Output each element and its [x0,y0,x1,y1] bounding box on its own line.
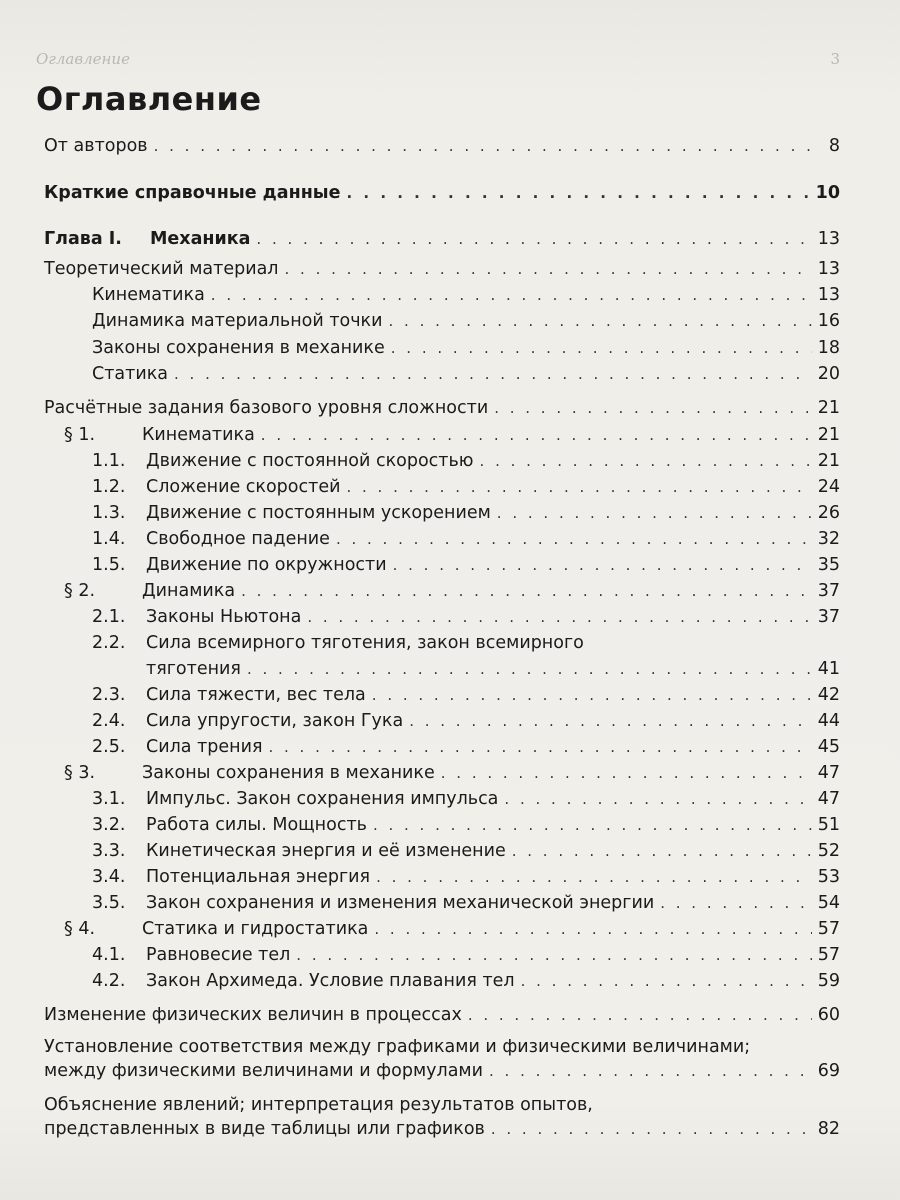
toc-subsection[interactable] [92,892,840,914]
toc-subsection[interactable] [92,840,840,862]
toc-entry-page: 47 [817,789,840,809]
dot-leader [512,840,812,862]
toc-entry-title: Изменение физических величин в процессах [44,1005,462,1025]
toc-entry-page: 53 [817,867,840,887]
subsection-title: Сила трения [146,737,263,757]
toc-entry-title-continued: между физическими величинами и формулами [44,1061,483,1081]
section-number: § 4. [64,919,96,939]
subsection-number: 1.2. [92,477,126,497]
toc-entry-page: 10 [815,183,840,203]
dot-leader [241,580,812,602]
dot-leader [174,363,812,385]
dot-leader [521,970,812,992]
section-number: § 1. [64,425,96,445]
dot-leader [491,1118,812,1140]
toc-entry-page: 24 [817,477,840,497]
toc-entry-page: 60 [817,1005,840,1025]
dot-leader [307,606,811,628]
toc-subsection[interactable] [92,450,840,472]
toc-subsection[interactable] [92,554,840,576]
section-title: Законы сохранения в механике [142,763,435,783]
toc-entry[interactable] [44,1004,840,1026]
toc-entry-page: 37 [817,581,840,601]
section-title: Статика и гидростатика [142,919,369,939]
subsection-title: Кинетическая энергия и её изменение [146,841,506,861]
section-title: Динамика [142,581,236,601]
toc-subsection[interactable] [92,476,840,498]
toc-entry-page: 18 [817,338,840,358]
subsection-title: Закон Архимеда. Условие плавания тел [146,971,515,991]
dot-leader [409,710,812,732]
subsection-title: Работа силы. Мощность [146,815,367,835]
dot-leader [376,866,812,888]
dot-leader [480,450,812,472]
toc-entry[interactable] [92,310,840,332]
subsection-number: 4.2. [92,971,126,991]
toc-entry-page: 8 [828,136,840,156]
subsection-title: Закон сохранения и изменения механической энергии [146,893,655,913]
dot-leader [373,814,812,836]
subsection-title: Сложение скоростей [146,477,341,497]
toc-entry-title: Законы сохранения в механике [92,338,385,358]
toc-subsection[interactable] [92,944,840,966]
toc-entry-title: Кинематика [92,285,205,305]
dot-leader [247,658,812,680]
subsection-number: 1.1. [92,451,126,471]
dot-leader [285,258,812,280]
subsection-number: 1.4. [92,529,126,549]
subsection-title: Сила всемирного тяготения, закон всемирного [146,633,584,653]
toc-entry-title: Объяснение явлений; интерпретация результатов опытов, [44,1095,593,1115]
toc-entry-page: 21 [817,425,840,445]
toc-entry-title-continued: представленных в виде таблицы или графиков [44,1119,485,1139]
page-title: Оглавление [36,80,262,118]
subsection-number: 3.1. [92,789,126,809]
toc-entry-page: 21 [817,451,840,471]
subsection-title: Сила упругости, закон Гука [146,711,404,731]
toc-entry[interactable] [44,397,840,419]
subsection-number: 3.4. [92,867,126,887]
toc-subsection[interactable] [92,866,840,888]
dot-leader [374,918,811,940]
toc-entry-page: 41 [817,659,840,679]
subsection-title: Потенциальная энергия [146,867,371,887]
toc-entry-page: 47 [817,763,840,783]
subsection-number: 4.1. [92,945,126,965]
dot-leader [391,337,812,359]
dot-leader [154,135,812,157]
toc-subsection[interactable] [92,814,840,836]
toc-entry-page: 82 [817,1119,840,1139]
toc-entry-page: 26 [817,503,840,523]
subsection-title: Движение с постоянной скоростью [146,451,474,471]
running-head-page: 3 [830,50,840,68]
toc-entry-page: 20 [817,364,840,384]
subsection-number: 1.3. [92,503,126,523]
toc-entry-page: 57 [817,945,840,965]
toc-entry-title: Статика [92,364,168,384]
dot-leader [372,684,812,706]
subsection-number: 2.3. [92,685,126,705]
toc-entry-continued[interactable] [44,1118,840,1140]
toc-subsection-continued[interactable] [146,658,840,680]
toc-entry-page: 42 [817,685,840,705]
toc-entry-page: 35 [817,555,840,575]
toc-entry[interactable] [92,337,840,359]
subsection-number: 2.1. [92,607,126,627]
subsection-number: 2.5. [92,737,126,757]
dot-leader [441,762,812,784]
subsection-title: Законы Ньютона [146,607,302,627]
subsection-number: 1.5. [92,555,126,575]
section-number: § 3. [64,763,96,783]
toc-entry-page: 45 [817,737,840,757]
toc-entry[interactable] [44,1094,593,1116]
toc-subsection[interactable] [92,606,840,628]
subsection-title: Сила тяжести, вес тела [146,685,366,705]
toc-entry[interactable] [44,258,840,280]
toc-subsection[interactable] [92,970,840,992]
subsection-number: 3.3. [92,841,126,861]
toc-entry-page: 13 [817,259,840,279]
toc-subsection[interactable] [92,528,840,550]
dot-leader [393,554,812,576]
toc-entry-page: 13 [817,229,840,249]
toc-entry[interactable] [92,363,840,385]
subsection-title: Равновесие тел [146,945,291,965]
dot-leader [660,892,812,914]
section-number: § 2. [64,581,96,601]
toc-entry-title: От авторов [44,136,148,156]
toc-entry-page: 59 [817,971,840,991]
subsection-title: Движение с постоянным ускорением [146,503,491,523]
dot-leader [256,228,811,250]
dot-leader [504,788,811,810]
chapter-number: Глава I. [44,229,122,249]
toc-entry-title: Расчётные задания базового уровня сложности [44,398,489,418]
subsection-number: 3.2. [92,815,126,835]
toc-entry-continued[interactable] [44,1060,840,1082]
toc-subsection[interactable] [92,710,840,732]
section-title: Кинематика [142,425,255,445]
toc-entry-title: Установление соответствия между графиками и физическими величинами; [44,1037,751,1057]
dot-leader [494,397,812,419]
toc-section[interactable] [64,580,840,602]
toc-entry-title: Теоретический материал [44,259,279,279]
toc-entry[interactable] [44,182,840,204]
running-head-title: Оглавление [36,50,130,68]
chapter-title: Механика [150,229,251,249]
dot-leader [336,528,812,550]
subsection-number: 3.5. [92,893,126,913]
dot-leader [346,476,811,498]
toc-section[interactable] [64,762,840,784]
toc-entry-page: 16 [817,311,840,331]
toc-entry-page: 69 [817,1061,840,1081]
toc-entry[interactable] [44,135,840,157]
toc-entry-page: 51 [817,815,840,835]
toc-subsection[interactable] [92,502,840,524]
toc-entry-page: 52 [817,841,840,861]
toc-entry-page: 21 [817,398,840,418]
dot-leader [296,944,811,966]
subsection-title: Импульс. Закон сохранения импульса [146,789,499,809]
dot-leader [497,502,812,524]
toc-entry-title: Динамика материальной точки [92,311,383,331]
toc-entry-title: Краткие справочные данные [44,183,341,203]
toc-subsection[interactable] [92,632,584,654]
toc-section[interactable] [64,424,840,446]
subsection-number: 2.2. [92,633,126,653]
dot-leader [468,1004,812,1026]
toc-entry[interactable] [44,1036,750,1058]
subsection-title-continued: тяготения [146,659,241,679]
dot-leader [389,310,812,332]
subsection-title: Свободное падение [146,529,330,549]
toc-subsection[interactable] [92,736,840,758]
toc-chapter[interactable] [44,228,840,250]
toc-entry[interactable] [92,284,840,306]
toc-entry-page: 57 [817,919,840,939]
dot-leader [211,284,812,306]
toc-entry-page: 32 [817,529,840,549]
toc-entry-page: 44 [817,711,840,731]
subsection-number: 2.4. [92,711,126,731]
toc-entry-page: 54 [817,893,840,913]
dot-leader [489,1060,812,1082]
toc-entry-page: 37 [817,607,840,627]
dot-leader [347,182,810,204]
toc-subsection[interactable] [92,684,840,706]
subsection-title: Движение по окружности [146,555,387,575]
toc-subsection[interactable] [92,788,840,810]
dot-leader [261,424,812,446]
toc-section[interactable] [64,918,840,940]
toc-entry-page: 13 [817,285,840,305]
dot-leader [268,736,811,758]
